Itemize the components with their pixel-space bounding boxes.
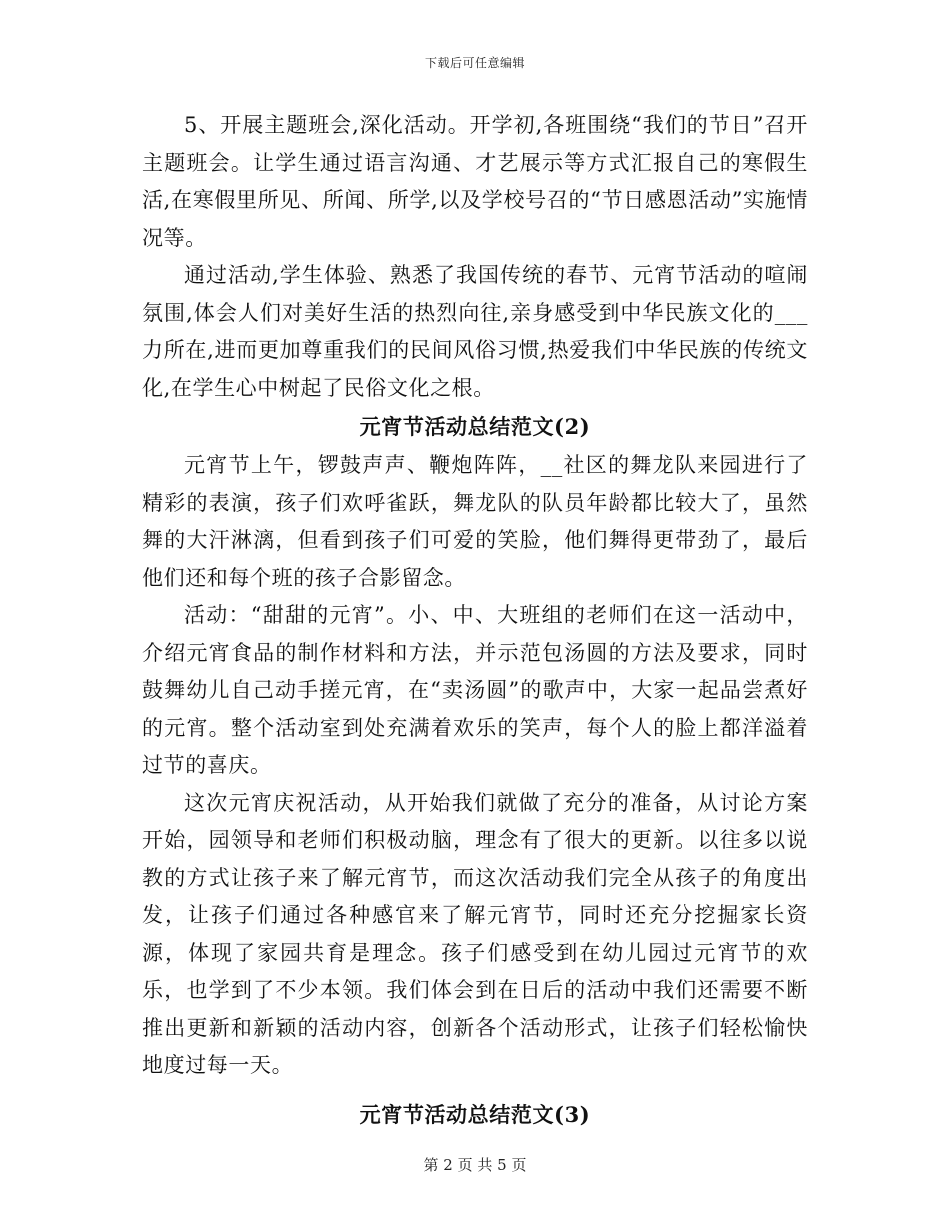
paragraph-1: 5、开展主题班会,深化活动。开学初,各班围绕“我们的节日”召开主题班会。让学生通过语言沟通、才艺展示等方式汇报自己的寒假生活,在寒假里所见、所闻、所学,以及学校号召的“节日感恩活动”实施情况等。 — [142, 113, 808, 250]
page-number: 第 2 页 共 5 页 — [423, 1156, 527, 1174]
header-note: 下载后可任意编辑 — [424, 56, 525, 70]
section-3-heading: 元宵节活动总结范文(3) — [359, 1101, 591, 1127]
paragraph-5: 这次元宵庆祝活动，从开始我们就做了充分的准备，从讨论方案开始，园领导和老师们积极动脑，理念有了很大的更新。以往多以说教的方式让孩子来了解元宵节，而这次活动我们完全从孩子的角度出发，让孩子们通过各种感官来了解元宵节，同时还充分挖掘家长资源，体现了家园共育是理念。孩子们感受到在幼儿园过元宵节的欢乐，也学到了不少本领。我们体会到在日后的活动中我们还需要不断推出更新和新颖的活动内容，创新各个活动形式，让孩子们轻松愉快地度过每一天。 — [142, 790, 808, 1077]
document-body — [142, 107, 808, 1135]
paragraph-3: 元宵节上午，锣鼓声声、鞭炮阵阵，__社区的舞龙队来园进行了精彩的表演，孩子们欢呼雀跃，舞龙队的队员年龄都比较大了，虽然舞的大汗淋漓，但看到孩子们可爱的笑脸，他们舞得更带劲了，最后他们还和每个班的孩子合影留念。 — [142, 453, 808, 590]
paragraph-4: 活动：“甜甜的元宵”。小、中、大班组的老师们在这一活动中，介绍元宵食品的制作材料和方法，并示范包汤圆的方法及要求，同时鼓舞幼儿自己动手搓元宵，在“卖汤圆”的歌声中，大家一起品尝煮好的元宵。整个活动室到处充满着欢乐的笑声，每个人的脸上都洋溢着过节的喜庆。 — [142, 603, 808, 777]
section-2-heading: 元宵节活动总结范文(2) — [359, 414, 591, 439]
paragraph-2: 通过活动,学生体验、熟悉了我国传统的春节、元宵节活动的喧闹氛围,体会人们对美好生活的热烈向往,亲身感受到中华民族文化的___力所在,进而更加尊重我们的民间风俗习惯,热爱我们中华民族的传统文化,在学生心中树起了民俗文化之根。 — [142, 263, 808, 400]
